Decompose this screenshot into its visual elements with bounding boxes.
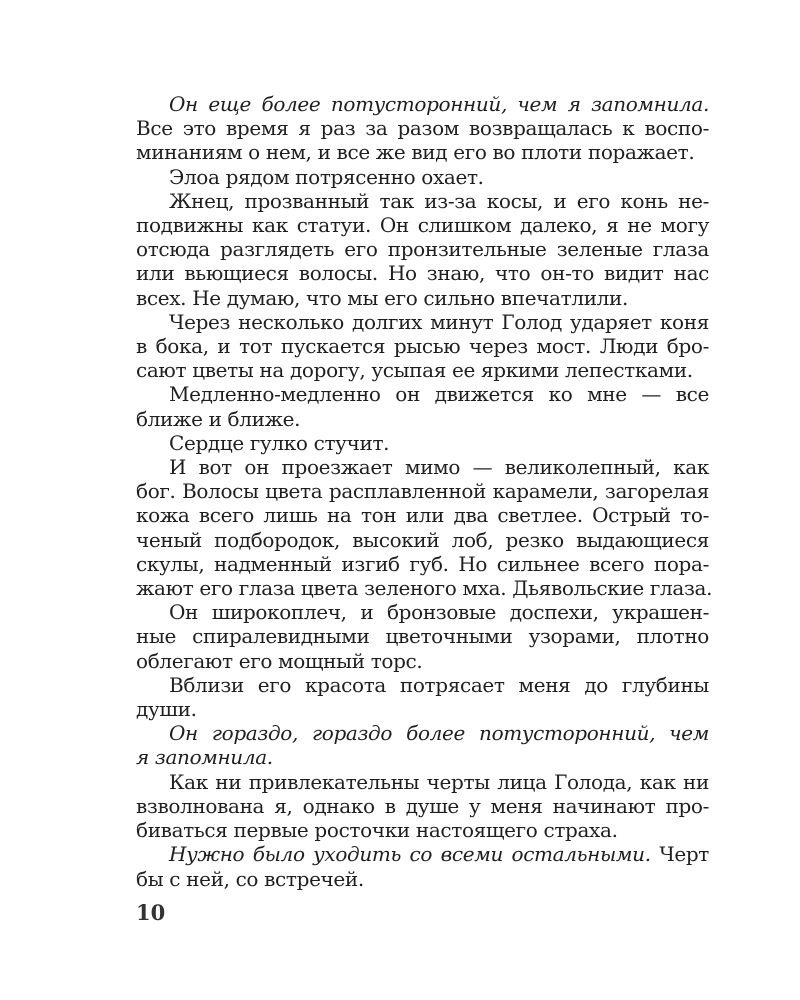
text-segment: души. [136,697,197,722]
text-line [136,358,709,382]
text-segment: облегают его мощный торс. [136,648,423,673]
text-segment: И вот он проезжает мимо — великолепный, как [169,455,709,480]
text-segment: бог. Волосы цвета расплавленной карамели, загорелая [136,479,709,504]
text-line [136,745,709,769]
text-line [136,165,709,189]
paragraph [136,721,709,769]
page-number: 10 [136,900,166,925]
text-segment: Черт [650,842,709,867]
text-segment: Через несколько долгих минут Голод ударяет коня [169,309,709,334]
text-segment: Элоа рядом потрясенно охает. [169,164,484,189]
text-segment: скулы, надменный изгиб губ. Но сильнее всего пора- [136,551,709,576]
text-segment: ченый подбородок, высокий лоб, резко выдающиеся [136,527,709,552]
text-line [136,673,709,697]
paragraph [136,382,709,430]
italic-text: Он еще более потусторонний, чем я запомнила. [169,92,709,116]
text-segment: подвижны как статуи. Он слишком далеко, я не могу [136,213,709,238]
text-segment: биваться первые росточки настоящего страха. [136,818,618,843]
text-line [136,697,709,721]
body-text [136,92,713,891]
text-line [136,721,709,745]
text-line [136,431,709,455]
text-segment: минаниям о нем, и все же вид его во плоти поражает. [136,140,695,165]
paragraph [136,431,709,455]
text-segment: взволнована я, однако в душе у меня начинают про- [136,793,709,818]
text-line [136,842,709,866]
text-segment: Сердце гулко стучит. [169,430,390,455]
text-line [136,140,709,164]
text-segment: ные спиралевидными цветочными узорами, плотно [136,624,709,649]
text-line [136,528,709,552]
paragraph [136,165,709,189]
text-segment: сают цветы на дорогу, усыпая ее яркими лепестками. [136,358,693,383]
text-segment: ближе и ближе. [136,406,301,431]
text-segment: бы с ней, со встречей. [136,866,364,891]
text-line [136,649,709,673]
text-line [136,770,709,794]
text-line [136,867,709,891]
paragraph [136,673,709,721]
text-line [136,624,709,648]
text-line [136,600,709,624]
paragraph [136,310,709,383]
text-line [136,455,709,479]
text-segment: жают его глаза цвета зеленого мха. Дьявольские глаза. [136,576,713,601]
text-line [136,794,709,818]
text-line [136,261,709,285]
text-segment: Все это время я раз за разом возвращалась к воспо- [136,116,709,141]
paragraph [136,842,709,890]
paragraph [136,189,709,310]
text-line [136,334,709,358]
paragraph [136,770,709,843]
text-line [136,503,709,527]
text-segment: кожа всего лишь на тон или два светлее. Острый то- [136,503,709,528]
text-segment: или вьющиеся волосы. Но знаю, что он-то видит нас [136,261,709,286]
text-line [136,92,709,116]
text-line [136,576,713,601]
text-line [136,189,709,213]
text-line [136,286,709,310]
text-line [136,116,709,140]
paragraph [136,455,713,601]
italic-text: Нужно было уходить со всеми остальными. [169,842,651,867]
text-line [136,382,709,406]
text-segment: отсюда разглядеть его пронзительные зеленые глаза [136,237,709,262]
text-line [136,407,709,431]
text-segment: Медленно-медленно он движется ко мне — все [169,382,709,407]
text-line [136,310,709,334]
text-segment: всех. Не думаю, что мы его сильно впечатлили. [136,285,629,310]
text-segment: в бока, и тот пускается рысью через мост. Люди бро- [136,334,709,359]
italic-text: я запомнила. [136,745,273,770]
text-line [136,552,709,576]
text-segment: Как ни привлекательны черты лица Голода, как ни [169,769,709,794]
italic-text: Он гораздо, гораздо более потусторонний, чем [169,721,709,746]
text-line [136,213,709,237]
text-line [136,479,709,503]
paragraph [136,92,709,165]
text-line [136,818,709,842]
text-segment: Он широкоплеч, и бронзовые доспехи, украшен- [169,600,709,625]
paragraph [136,600,709,673]
text-line [136,237,709,261]
text-segment: Жнец, прозванный так из-за косы, и его конь не- [169,188,709,213]
text-segment: Вблизи его красота потрясает меня до глубины [169,672,709,697]
